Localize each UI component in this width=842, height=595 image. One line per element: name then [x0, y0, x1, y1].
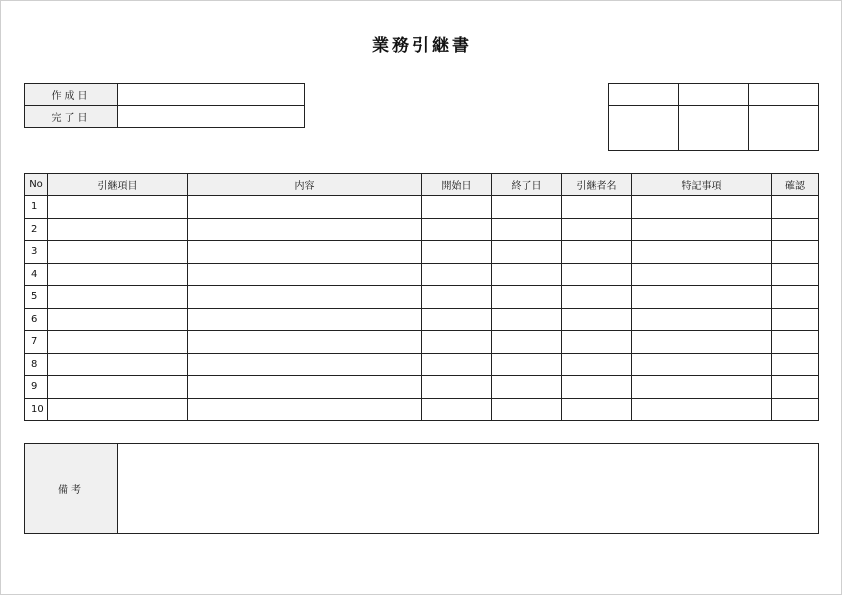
stamp-header-cell[interactable] [609, 84, 679, 106]
row-number: 10 [25, 398, 48, 421]
row-number: 2 [25, 218, 48, 241]
table-cell[interactable] [188, 196, 422, 219]
created-date-row [25, 84, 305, 106]
table-cell[interactable] [562, 308, 632, 331]
row-number: 9 [25, 376, 48, 399]
table-cell[interactable] [632, 376, 772, 399]
stamp-box[interactable] [749, 106, 819, 151]
table-cell[interactable] [632, 398, 772, 421]
created-date-label: 作成日 [25, 84, 118, 106]
table-row [25, 353, 819, 376]
table-cell[interactable] [188, 218, 422, 241]
stamp-header-row [609, 84, 819, 106]
row-number: 8 [25, 353, 48, 376]
row-number: 3 [25, 241, 48, 264]
column-header: 内容 [188, 174, 422, 196]
completed-date-field[interactable] [118, 106, 305, 128]
table-cell[interactable] [188, 331, 422, 354]
table-cell[interactable] [632, 353, 772, 376]
table-cell[interactable] [422, 331, 492, 354]
remarks-field[interactable] [118, 444, 819, 534]
column-header: 終了日 [492, 174, 562, 196]
completed-date-row [25, 106, 305, 128]
table-cell[interactable] [48, 241, 188, 264]
row-number: 1 [25, 196, 48, 219]
remarks-table [24, 443, 819, 534]
table-cell[interactable] [772, 308, 819, 331]
table-cell[interactable] [772, 286, 819, 309]
column-header: 開始日 [422, 174, 492, 196]
table-cell[interactable] [562, 331, 632, 354]
table-cell[interactable] [772, 376, 819, 399]
completed-date-label: 完了日 [25, 106, 118, 128]
table-cell[interactable] [562, 241, 632, 264]
table-cell[interactable] [48, 376, 188, 399]
table-cell[interactable] [422, 308, 492, 331]
table-body [25, 196, 819, 421]
table-cell[interactable] [632, 331, 772, 354]
handover-table [24, 173, 819, 421]
table-cell[interactable] [48, 353, 188, 376]
table-cell[interactable] [422, 196, 492, 219]
table-cell[interactable] [48, 308, 188, 331]
table-cell[interactable] [492, 353, 562, 376]
table-cell[interactable] [562, 286, 632, 309]
table-cell[interactable] [562, 263, 632, 286]
row-number: 4 [25, 263, 48, 286]
table-cell[interactable] [772, 398, 819, 421]
stamp-box[interactable] [679, 106, 749, 151]
table-row [25, 331, 819, 354]
table-row [25, 196, 819, 219]
table-cell[interactable] [772, 353, 819, 376]
table-cell[interactable] [772, 218, 819, 241]
row-number: 6 [25, 308, 48, 331]
table-cell[interactable] [422, 376, 492, 399]
table-cell[interactable] [492, 376, 562, 399]
table-row [25, 241, 819, 264]
table-cell[interactable] [632, 263, 772, 286]
table-cell[interactable] [492, 398, 562, 421]
table-cell[interactable] [632, 286, 772, 309]
row-number: 5 [25, 286, 48, 309]
date-table [24, 83, 305, 128]
table-row [25, 286, 819, 309]
table-row [25, 376, 819, 399]
table-cell[interactable] [188, 353, 422, 376]
column-header: 確認 [772, 174, 819, 196]
table-cell[interactable] [492, 331, 562, 354]
table-cell[interactable] [772, 331, 819, 354]
stamp-header-cell[interactable] [679, 84, 749, 106]
column-header: 特記事項 [632, 174, 772, 196]
table-row [25, 263, 819, 286]
table-cell[interactable] [188, 376, 422, 399]
table-cell[interactable] [492, 286, 562, 309]
table-row [25, 308, 819, 331]
table-cell[interactable] [48, 331, 188, 354]
column-header: 引継者名 [562, 174, 632, 196]
table-cell[interactable] [492, 241, 562, 264]
table-cell[interactable] [632, 308, 772, 331]
table-cell[interactable] [188, 286, 422, 309]
table-cell[interactable] [422, 353, 492, 376]
table-cell[interactable] [492, 218, 562, 241]
table-cell[interactable] [492, 263, 562, 286]
table-header-row [25, 174, 819, 196]
column-header: No [25, 174, 48, 196]
remarks-label: 備考 [25, 444, 118, 534]
table-cell[interactable] [562, 376, 632, 399]
table-cell[interactable] [48, 263, 188, 286]
table-cell[interactable] [632, 196, 772, 219]
table-cell[interactable] [188, 241, 422, 264]
table-cell[interactable] [562, 398, 632, 421]
table-cell[interactable] [562, 353, 632, 376]
table-cell[interactable] [48, 286, 188, 309]
table-cell[interactable] [48, 398, 188, 421]
table-cell[interactable] [188, 263, 422, 286]
table-cell[interactable] [492, 308, 562, 331]
table-cell[interactable] [772, 196, 819, 219]
table-cell[interactable] [632, 218, 772, 241]
table-row [25, 398, 819, 421]
table-cell[interactable] [422, 241, 492, 264]
table-cell[interactable] [422, 398, 492, 421]
table-cell[interactable] [48, 196, 188, 219]
table-row [25, 218, 819, 241]
column-header: 引継項目 [48, 174, 188, 196]
table-cell[interactable] [422, 263, 492, 286]
table-cell[interactable] [422, 286, 492, 309]
table-cell[interactable] [562, 196, 632, 219]
stamp-box[interactable] [609, 106, 679, 151]
stamp-header-cell[interactable] [749, 84, 819, 106]
stamp-box-row [609, 106, 819, 151]
row-number: 7 [25, 331, 48, 354]
table-cell[interactable] [772, 263, 819, 286]
table-cell[interactable] [772, 241, 819, 264]
page-title: 業務引継書 [372, 36, 472, 56]
table-cell[interactable] [632, 241, 772, 264]
remarks-row [25, 444, 819, 534]
table-cell[interactable] [188, 398, 422, 421]
table-cell[interactable] [562, 218, 632, 241]
table-cell[interactable] [188, 308, 422, 331]
table-cell[interactable] [48, 218, 188, 241]
table-cell[interactable] [422, 218, 492, 241]
created-date-field[interactable] [118, 84, 305, 106]
table-cell[interactable] [492, 196, 562, 219]
approval-stamp-table [608, 83, 819, 151]
